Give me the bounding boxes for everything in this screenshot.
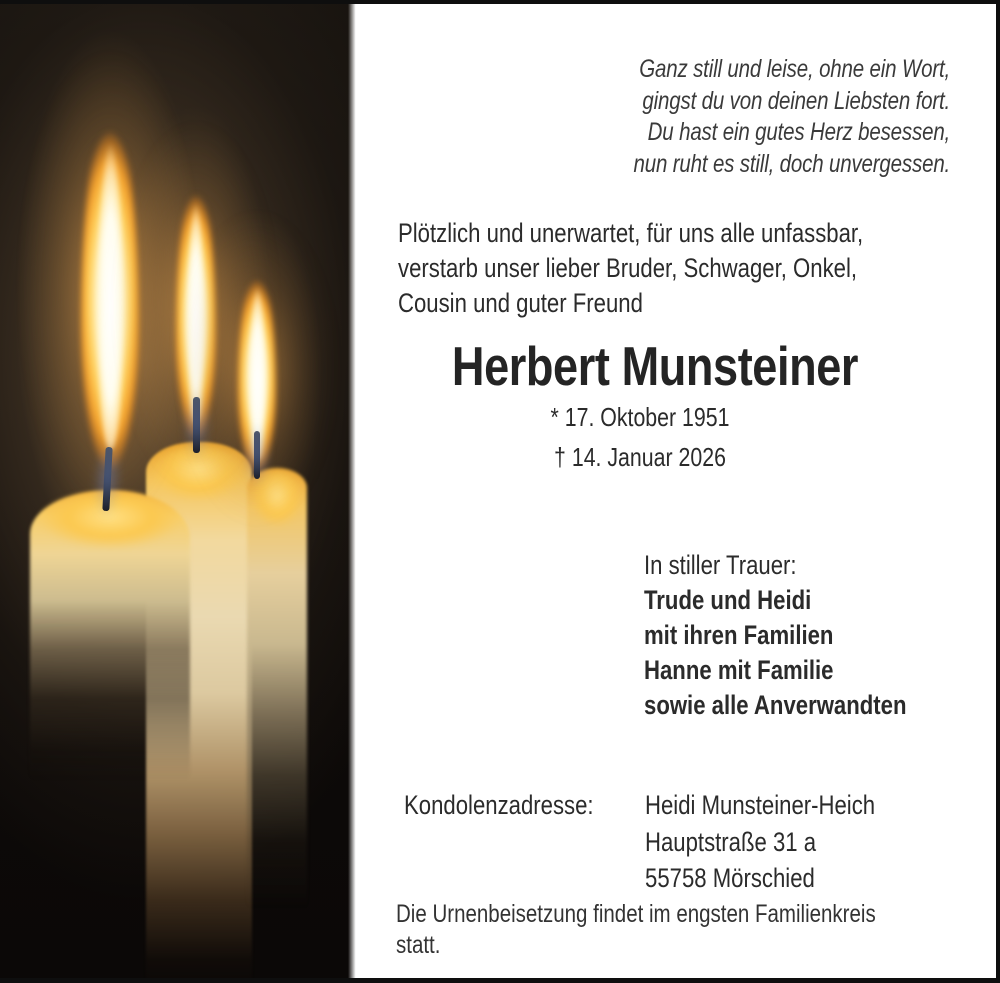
announcement-text xyxy=(398,216,863,321)
candle-wick-middle xyxy=(193,397,200,453)
candle-wick-right xyxy=(254,431,260,479)
condolence-address xyxy=(645,787,875,897)
mourner-line: sowie alle Anverwandten xyxy=(644,690,907,720)
verse-line: Du hast ein gutes Herz besessen, xyxy=(647,118,950,146)
address-line: Heidi Munsteiner-Heich xyxy=(645,790,876,820)
mourners-block xyxy=(644,548,906,723)
birth-date: * 17. Oktober 1951 xyxy=(550,402,730,432)
condolence-label: Kondolenzadresse: xyxy=(404,790,594,820)
mourner-line: mit ihren Familien xyxy=(644,620,834,650)
flame-core xyxy=(96,133,125,449)
address-line: 55758 Mörschied xyxy=(645,863,815,893)
candles-photo xyxy=(0,0,357,983)
announcement-line: Cousin und guter Freund xyxy=(398,288,643,318)
candle-body-left xyxy=(30,490,190,780)
burial-note: Die Urnenbeisetzung findet im engsten Familienkreis statt. xyxy=(396,900,876,959)
mourner-line: Hanne mit Familie xyxy=(644,655,834,685)
verse-line: nun ruht es still, doch unvergessen. xyxy=(633,149,950,178)
verse-line: gingst du von deinen Liebsten fort. xyxy=(642,86,950,115)
mourner-line: Trude und Heidi xyxy=(644,585,812,615)
memorial-verse xyxy=(633,54,950,180)
mourning-heading: In stiller Trauer: xyxy=(644,550,797,580)
announcement-line: Plötzlich und unerwartet, für uns alle unfassbar, xyxy=(398,218,864,248)
candle-wick-left xyxy=(102,447,112,511)
verse-line: Ganz still und leise, ohne ein Wort, xyxy=(639,55,950,83)
death-date: † 14. Januar 2026 xyxy=(554,442,726,472)
deceased-name: Herbert Munsteiner xyxy=(451,335,859,397)
announcement-line: verstarb unser lieber Bruder, Schwager, Onkel, xyxy=(398,253,858,283)
candle-body-right xyxy=(247,468,307,908)
address-line: Hauptstraße 31 a xyxy=(645,826,817,857)
